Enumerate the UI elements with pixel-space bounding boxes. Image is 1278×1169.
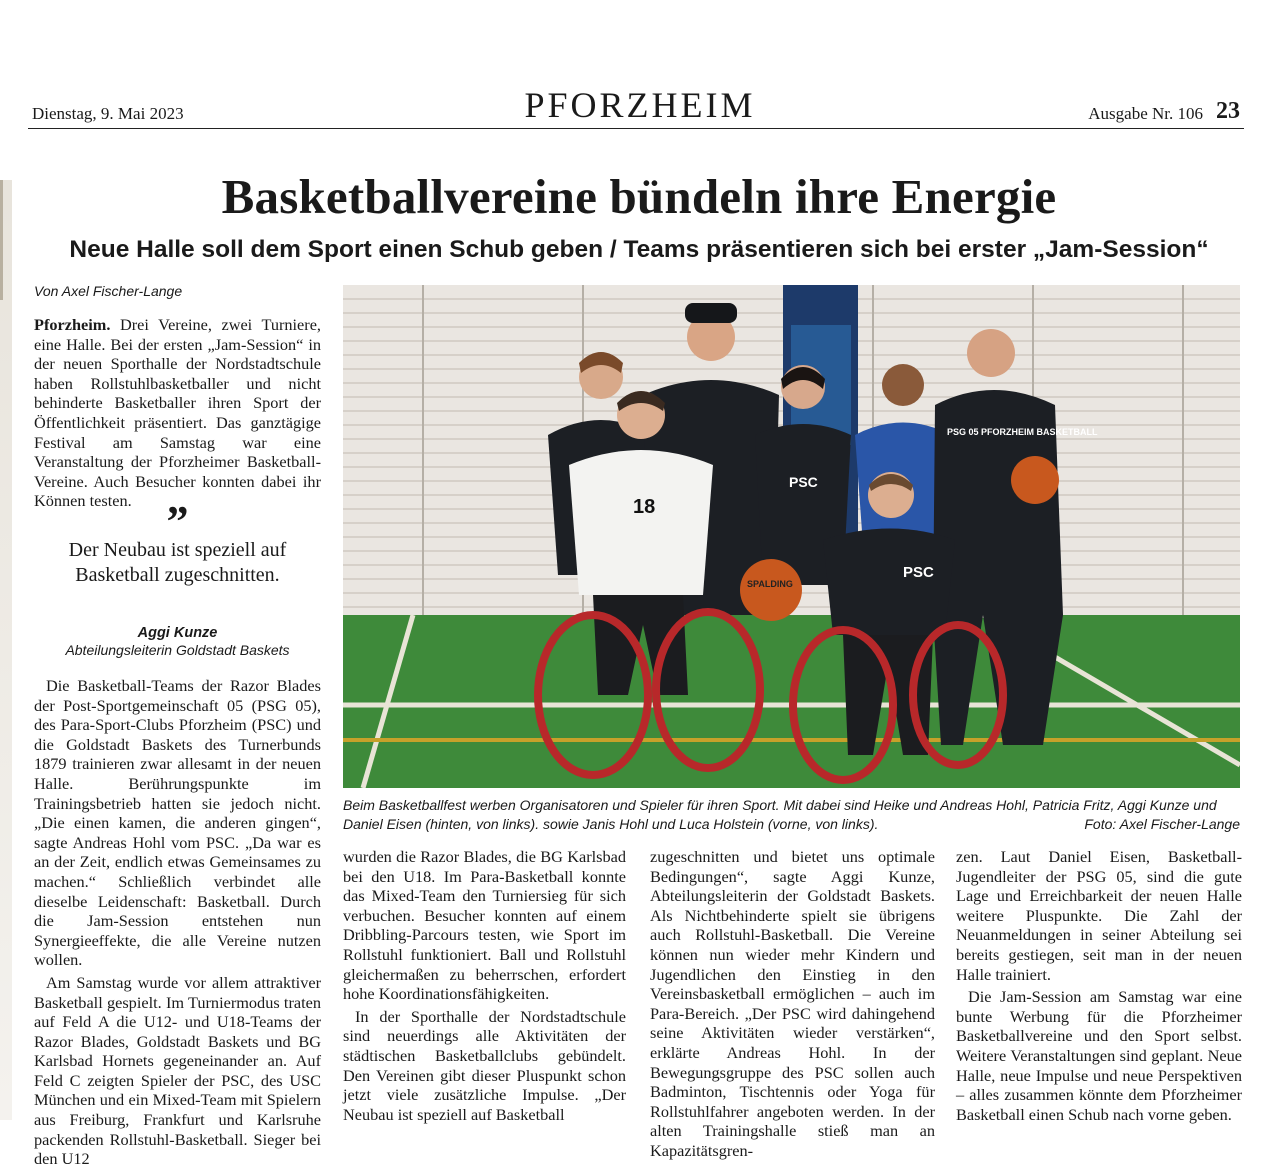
team-photo-illustration — [343, 285, 1240, 788]
article-column-4 — [956, 847, 1242, 1124]
byline: Von Axel Fischer-Lange — [34, 283, 183, 299]
subheadline: Neue Halle soll dem Sport einen Schub geben / Teams präsentieren sich bei erster „Jam-Session“ — [69, 236, 1209, 263]
photo-credit: Foto: Axel Fischer-Lange — [1084, 815, 1240, 832]
article-column-1 — [34, 676, 321, 1169]
basketball-center — [740, 559, 802, 621]
hoodie-print: PSG 05 PFORZHEIM BASKETBALL — [947, 427, 1098, 437]
paragraph: zugeschnitten und bietet uns optimale Bedingungen“, sagte Aggi Kunze, Abteilungsleiterin der Goldstadt Baskets. Als Nichtbehinderte spielt sie übrigens auch Rollstuhl-Basketball. Die Vereine können nun wieder mehr Kindern und Jugendlichen den Einstieg in den Vereinsbasketball ermöglichen – auch im Para-Bereich. „Der PSC wird dahingehend seine Aktivitäten wieder verstärken“, erklärte Andreas Hohl. In der Bewegungsgruppe des PSC sollen auch Badminton, Tischtennis oder Yoga für Rollstuhlfahrer angeboten werden. In der alten Trainingshalle stieß man an Kapazitätsgren- — [650, 847, 935, 1160]
article-intro — [34, 315, 321, 511]
shirt-logo: PSC — [903, 564, 934, 581]
paragraph: zen. Laut Daniel Eisen, Basketball-Jugendleiter der PSG 05, sind die gute Lage und Erreichbarkeit der neuen Halle weitere Pluspunkte. Die Zahl der Neuanmeldungen in seiner Abteilung sei bereits gestiegen, seit man in der neuen Halle trainiert. — [956, 847, 1242, 984]
basketball-daniel — [1011, 456, 1059, 504]
header-rule — [28, 128, 1244, 129]
paragraph: wurden die Razor Blades, die BG Karlsbad bei den U18. Im Para-Basketball konnte das Mixed-Team den Turniersieg für sich verbuchen. Besucher konnten auf einem Dribbling-Parcours testen, wie Sport im Rollstuhl funktioniert. Ball und Rollstuhl gleichermaßen zu beherrschen, erfordert hohe Koordinationsfähigkeiten. — [343, 847, 626, 1004]
issue-number: Ausgabe Nr. 106 — [1088, 104, 1203, 123]
adjacent-page-edge — [0, 180, 12, 1120]
quote-mark: ” — [166, 497, 189, 546]
photo-caption — [343, 796, 1240, 833]
article-column-3 — [650, 847, 935, 1161]
article-column-2 — [343, 847, 626, 1124]
page-number: 23 — [1216, 98, 1240, 124]
section-title: PFORZHEIM — [524, 85, 756, 125]
ball-brand: SPALDING — [747, 579, 793, 589]
caption-text: Beim Basketballfest werben Organisatoren und Spieler für ihren Sport. Mit dabei sind Heike und Andreas Hohl, Patricia Fritz, Aggi Kunze und Daniel Eisen (hinten, von links). sowie Janis Hohl und Luca Holstein (vorne, von links). — [343, 797, 1217, 832]
pull-quote: Der Neubau ist speziell auf Basketball zugeschnitten. — [68, 539, 287, 586]
article-photo — [343, 285, 1240, 788]
dateline: Pforzheim. — [34, 315, 111, 334]
jersey-number: 18 — [633, 496, 656, 518]
header-date: Dienstag, 9. Mai 2023 — [32, 104, 184, 123]
headline: Basketballvereine bündeln ihre Energie — [221, 169, 1057, 224]
paragraph: Die Basketball-Teams der Razor Blades der Post-Sportgemeinschaft 05 (PSG 05), des Para-Sport-Clubs Pforzheim (PSC) und die Goldstadt Baskets des Turnerbunds 1879 trainieren zwar allesamt in der neuen Halle. Berührungspunkte im Trainingsbetrieb hatten sie jedoch nicht. „Die einen kamen, die anderen gingen“, sagte Andreas Hohl vom PSC. „Da war es an der Zeit, endlich etwas Gemeinsames zu machen.“ Schließlich verbindet alle dieselbe Leidenschaft: Basketball. Durch die Jam-Session entstehen nun Synergieeffekte, die alle Vereine nutzen wollen. — [34, 676, 321, 970]
intro-text: Drei Vereine, zwei Turniere, eine Halle. Bei der ersten „Jam-Session“ in der neuen Sporthalle der Nordstadtschule haben Rollstuhlbasketballer und nicht behinderte Basketballer ihren Sport der Öffentlichkeit präsentiert. Das ganztägige Festival am Samstag war eine Veranstaltung der Pforzheimer Basketball-Vereine. Auch Besucher konnten dabei ihr Können testen. — [34, 315, 321, 511]
shirt-logo: PSC — [789, 474, 818, 490]
paragraph: Am Samstag wurde vor allem attraktiver Basketball gespielt. Im Turniermodus traten auf Feld A die U12- und U18-Teams der Razor Blades, Goldstadt Baskets und BG Karlsbad Hornets gegeneinander an. Auf Feld C zeigten Spieler der PSC, des USC München und ein Mixed-Team mit Spielern aus Freiburg, Frankfurt und Karlsruhe packenden Rollstuhl-Basketball. Sieger bei den U12 — [34, 972, 321, 1169]
quote-author: Aggi Kunze — [137, 625, 218, 641]
quote-author-role: Abteilungsleiterin Goldstadt Baskets — [65, 642, 290, 658]
paragraph: In der Sporthalle der Nordstadtschule sind neuerdings alle Aktivitäten der städtischen Basketballclubs gebündelt. Den Vereinen gibt dieser Pluspunkt schon jetzt viele zusätzliche Impulse. „Der Neubau ist speziell auf Basketball — [343, 1006, 626, 1124]
paragraph: Die Jam-Session am Samstag war eine bunte Werbung für die Pforzheimer Basketballvereine und den Sport selbst. Weitere Veranstaltungen sind geplant. Neue Halle, neue Impulse und neue Perspektiven – alles zusammen könnte dem Pforzheimer Basketball einen Schub nach vorne geben. — [956, 987, 1242, 1124]
